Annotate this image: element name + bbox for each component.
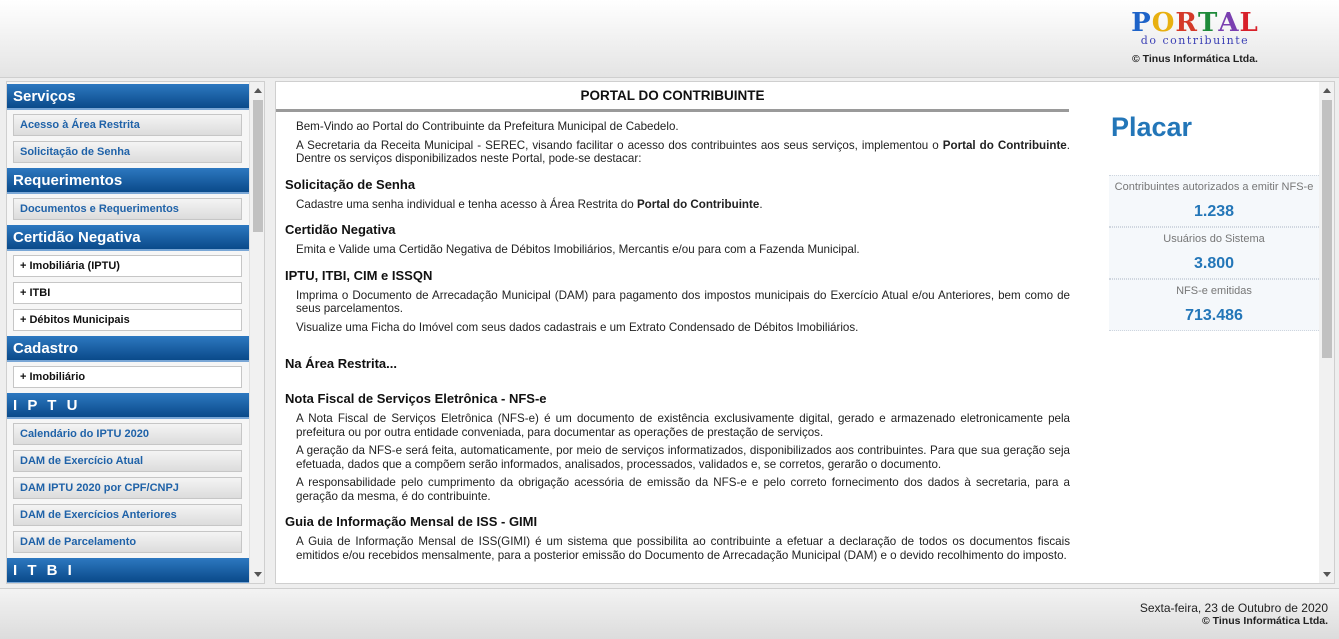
menu-certidao-debitos[interactable]: + Débitos Municipais — [13, 309, 242, 331]
stat-label: Contribuintes autorizados a emitir NFS-e — [1114, 181, 1314, 193]
heading-certidao-negativa: Certidão Negativa — [285, 222, 396, 237]
footer — [0, 588, 1339, 639]
nfse-text-1: A Nota Fiscal de Serviços Eletrônica (NFS-e) é um documento de existência exclusivamente digital, gerado e armazenado eletronicamente pela prefeitura ou por outra entidade conveniada, para documentar as operações de prestação de serviços. — [296, 412, 1070, 439]
section-header-iptu: I P T U — [7, 393, 249, 419]
menu-cadastro-imobiliario[interactable]: + Imobiliário — [13, 366, 242, 388]
logo-letter: R — [1175, 8, 1198, 38]
certidao-text: Emita e Valide uma Certidão Negativa de Débitos Imobiliários, Mercantis e/ou para com a Fazenda Municipal. — [296, 243, 860, 256]
menu-dam-parcelamento[interactable]: DAM de Parcelamento — [13, 531, 242, 553]
menu-dam-iptu-cpf-cnpj[interactable]: DAM IPTU 2020 por CPF/CNPJ — [13, 477, 242, 499]
menu-calendario-iptu[interactable]: Calendário do IPTU 2020 — [13, 423, 242, 445]
intro-text-part: . Dentre os serviços disponibilizados neste Portal, pode-se destacar: — [296, 138, 1070, 165]
section-header-cadastro: Cadastro — [7, 336, 249, 362]
logo-letter: P — [1131, 8, 1152, 38]
article — [285, 120, 1070, 567]
senha-text-bold: Portal do Contribuinte — [636, 197, 760, 211]
header-company: © Tinus Informática Ltda. — [1132, 53, 1258, 65]
logo-letter: A — [1218, 8, 1240, 38]
stat-label: NFS-e emitidas — [1176, 285, 1252, 297]
menu-certidao-imobiliaria[interactable]: + Imobiliária (IPTU) — [13, 255, 242, 277]
sidebar-scrollbar[interactable] — [249, 82, 265, 583]
placar-panel — [1109, 112, 1319, 331]
menu-acesso-area-restrita[interactable]: Acesso à Área Restrita — [13, 114, 242, 136]
intro-text-bold: Portal do Contribuinte — [942, 138, 1067, 152]
nfse-text-3: A responsabilidade pelo cumprimento da obrigação acessória de emissão da NFS-e e pelo correto fornecimento dos dados à secretaria, para a geração da mesma, é do contribuinte. — [296, 476, 1070, 503]
menu-dam-exercicio-atual[interactable]: DAM de Exercício Atual — [13, 450, 242, 472]
scroll-down-arrow-icon[interactable] — [254, 572, 262, 577]
logo-letter: L — [1239, 8, 1259, 38]
logo-letter: T — [1198, 8, 1219, 38]
logo-subtitle: do contribuinte — [1140, 34, 1250, 47]
iptu-text-2: Visualize uma Ficha do Imóvel com seus dados cadastrais e um Extrato Condensado de Débitos Imobiliários. — [296, 320, 859, 334]
page-title: PORTAL DO CONTRIBUINTE — [276, 82, 1069, 112]
footer-date: Sexta-feira, 23 de Outubro de 2020 — [1139, 601, 1328, 615]
heading-iptu-itbi: IPTU, ITBI, CIM e ISSQN — [285, 267, 433, 283]
header — [0, 0, 1339, 78]
portal-logo[interactable] — [1120, 8, 1270, 65]
stat-value: 1.238 — [1193, 203, 1235, 220]
intro-text-part: A Secretaria da Receita Municipal - SEREC, visando facilitar o acesso dos contribuintes aos seus serviços, implementou o — [296, 138, 943, 152]
senha-text — [285, 198, 1070, 212]
content-scroll-thumb[interactable] — [1322, 100, 1332, 358]
iptu-text-1: Imprima o Documento de Arrecadação Municipal (DAM) para pagamento dos impostos municipais do Exercício Atual e/ou Anteriores, bem como de seus parcelamentos. — [296, 288, 1070, 315]
scroll-down-arrow-icon[interactable] — [1323, 572, 1331, 577]
stat-value: 3.800 — [1193, 255, 1235, 272]
placar-title: Placar — [1111, 112, 1193, 142]
intro-text — [285, 139, 1070, 166]
gimi-text-1: A Guia de Informação Mensal de ISS(GIMI) é um sistema que possibilita ao contribuinte a efetuar a declaração de todos os documentos fiscais emitidos e/ou recebidos mensalmente, para a posterior emissão do Documento de Arrecadação Municipal (DAM) e o devido recolhimento do imposto. — [296, 535, 1070, 562]
heading-area-restrita: Na Área Restrita... — [285, 356, 397, 371]
sidebar-list — [7, 82, 249, 584]
section-header-servicos: Serviços — [7, 84, 249, 110]
section-header-requerimentos: Requerimentos — [7, 168, 249, 194]
stat-nfse-emitidas — [1109, 279, 1319, 331]
senha-text-part: . — [759, 197, 763, 211]
menu-documentos-requerimentos[interactable]: Documentos e Requerimentos — [13, 198, 242, 220]
section-header-itbi: I T B I — [7, 558, 249, 584]
heading-nfse: Nota Fiscal de Serviços Eletrônica - NFS-e — [285, 391, 547, 406]
footer-company: © Tinus Informática Ltda. — [1202, 615, 1328, 627]
stat-value: 713.486 — [1185, 307, 1243, 324]
menu-dam-exercicios-anteriores[interactable]: DAM de Exercícios Anteriores — [13, 504, 242, 526]
sidebar-menu — [6, 81, 265, 584]
nfse-text-2: A geração da NFS-e será feita, automaticamente, por meio de serviços informatizados, disponibilizados aos contribuintes. Para que sua geração seja efetuada, dados que a compõem serão informados, analisados, processados, validados e, se corretos, gerarão o documento. — [296, 444, 1070, 471]
menu-solicitacao-senha[interactable]: Solicitação de Senha — [13, 141, 242, 163]
senha-text-part: Cadastre uma senha individual e tenha acesso à Área Restrita do — [296, 197, 637, 211]
heading-gimi: Guia de Informação Mensal de ISS - GIMI — [285, 514, 538, 529]
scroll-up-arrow-icon[interactable] — [254, 88, 262, 93]
scroll-up-arrow-icon[interactable] — [1323, 88, 1331, 93]
stat-usuarios — [1109, 227, 1319, 279]
welcome-text: Bem-Vindo ao Portal do Contribuinte da Prefeitura Municipal de Cabedelo. — [296, 120, 679, 133]
stat-label: Usuários do Sistema — [1163, 233, 1265, 245]
sidebar-scroll-thumb[interactable] — [253, 100, 263, 232]
section-header-certidao: Certidão Negativa — [7, 225, 249, 251]
menu-certidao-itbi[interactable]: + ITBI — [13, 282, 242, 304]
content-panel — [275, 81, 1335, 584]
heading-solicitacao-senha: Solicitação de Senha — [285, 176, 416, 192]
content-scrollbar[interactable] — [1319, 82, 1335, 583]
logo-letter: O — [1151, 8, 1176, 38]
stat-contribuintes — [1109, 175, 1319, 227]
